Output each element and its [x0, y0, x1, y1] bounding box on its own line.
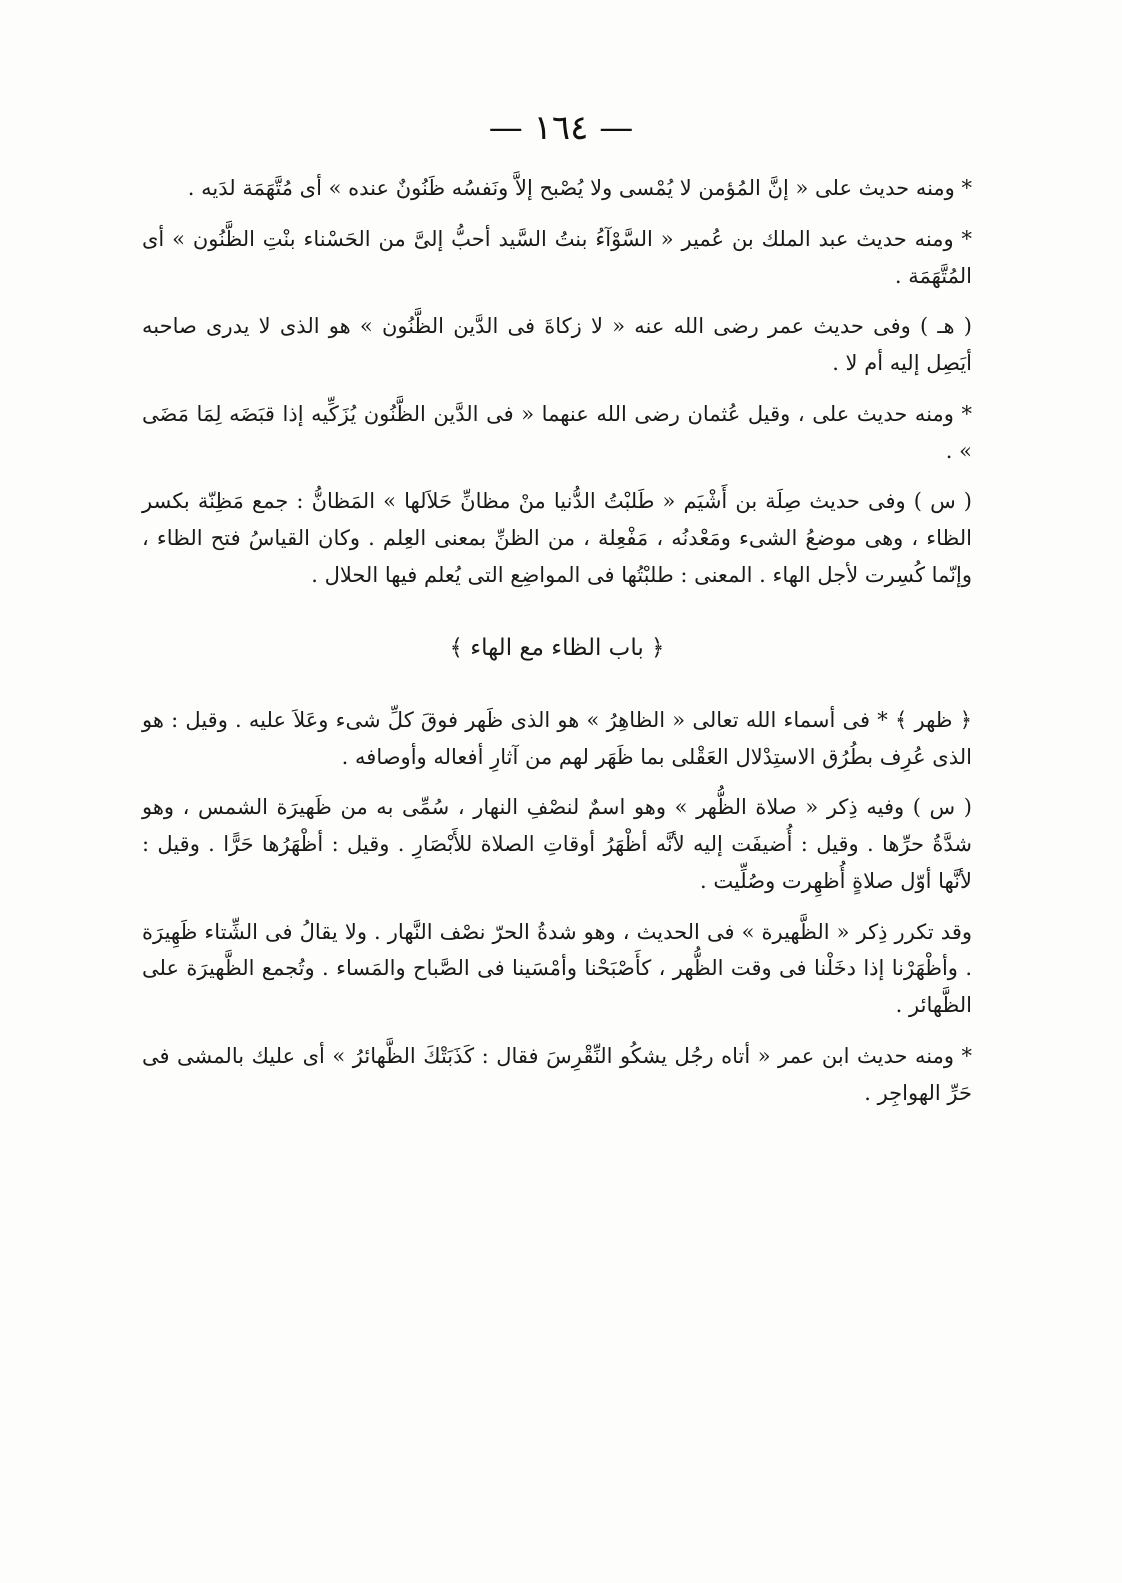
- paragraph: * ومنه حديث عبد الملك بن عُمير « السَّوْآءُ بنتُ السَّيد أحبُّ إلىَّ من الحَسْناء بنْتِ الظَّنُون » أى المُتَّهَمَة .: [142, 226, 972, 288]
- paragraph: * ومنه حديث على « إنَّ المُؤمن لا يُمْسى ولا يُصْبح إلاَّ ونَفسُه ظَنُونٌ عنده » أى مُتَّهَمَة لدَيه .: [187, 176, 972, 200]
- page-content: [142, 170, 972, 1125]
- paragraph: وقد تكرر ذِكر « الظَّهيرة » فى الحديث ، وهو شدةُ الحرّ نصْف النَّهار . ولا يقالُ فى الشِّتاء ظَهِيرَة . وأظْهَرْنا إذا دخَلْنا فى وقت الظُّهر ، كأَصْبَحْنا وأمْسَينا فى الصَّباح والمَساء . وتُجمع الظَّهيرَة على الظَّهائر .: [142, 919, 972, 1017]
- page-number: — ١٦٤ —: [488, 108, 634, 148]
- paragraph: ( هـ ) وفى حديث عمر رضى الله عنه « لا زكاةَ فى الدَّين الظَّنُون » هو الذى لا يدرى صاحبه أيَصِل إليه أم لا .: [142, 314, 972, 375]
- paragraph: ( س ) وفيه ذِكر « صلاة الظُّهر » وهو اسمٌ لنصْفِ النهار ، سُمِّى به من ظَهيرَة الشمس ، وهو شدَّةُ حرِّها . وقيل : أُضيفَت إليه لأنَّه أظْهَرُ أوقاتِ الصلاة للأَبْصَارِ . وقيل : أظْهَرُها حَرًّا . وقيل : لأنَّها أوّل صلاةٍ أُظهِرت وصُلِّيت .: [142, 795, 972, 893]
- paragraph: ﴿ ظهر ﴾ * فى أسماء الله تعالى « الظاهِرُ » هو الذى ظَهر فوقَ كلِّ شىء وعَلاَ عليه . وقيل : هو الذى عُرِف بطُرُق الاستِدْلال العَقْلى بما ظَهَر لهم من آثارِ أفعاله وأوصافه .: [142, 707, 972, 769]
- paragraph: * ومنه حديث ابن عمر « أتاه رجُل يشكُو النِّقْرِسَ فقال : كَذَبَتْكَ الظَّهائرُ » أى عليك بالمشى فى حَرِّ الهواجِر .: [142, 1043, 972, 1105]
- section-heading: ﴿ باب الظاء مع الهاء ﴾: [449, 634, 665, 661]
- paragraph: * ومنه حديث على ، وقيل عُثمان رضى الله عنهما « فى الدَّين الظَّنُون يُزَكِّيه إذا قبَضَه لِمَا مَضَى » .: [142, 401, 972, 463]
- paragraph: ( س ) وفى حديث صِلَة بن أَشْيَم « طَلبْتُ الدُّنيا منْ مظانِّ حَلاَلها » المَظانُّ : جمع مَظِنّة بكسر الظاء ، وهى موضعُ الشىء ومَعْدنُه ، مَفْعِلة ، من الظنِّ بمعنى العِلم . وكان القياسُ فتح الظاء ، وإنّما كُسِرت لأجل الهاء . المعنى : طلبْتُها فى المواضِع التى يُعلم فيها الحلال .: [142, 489, 973, 587]
